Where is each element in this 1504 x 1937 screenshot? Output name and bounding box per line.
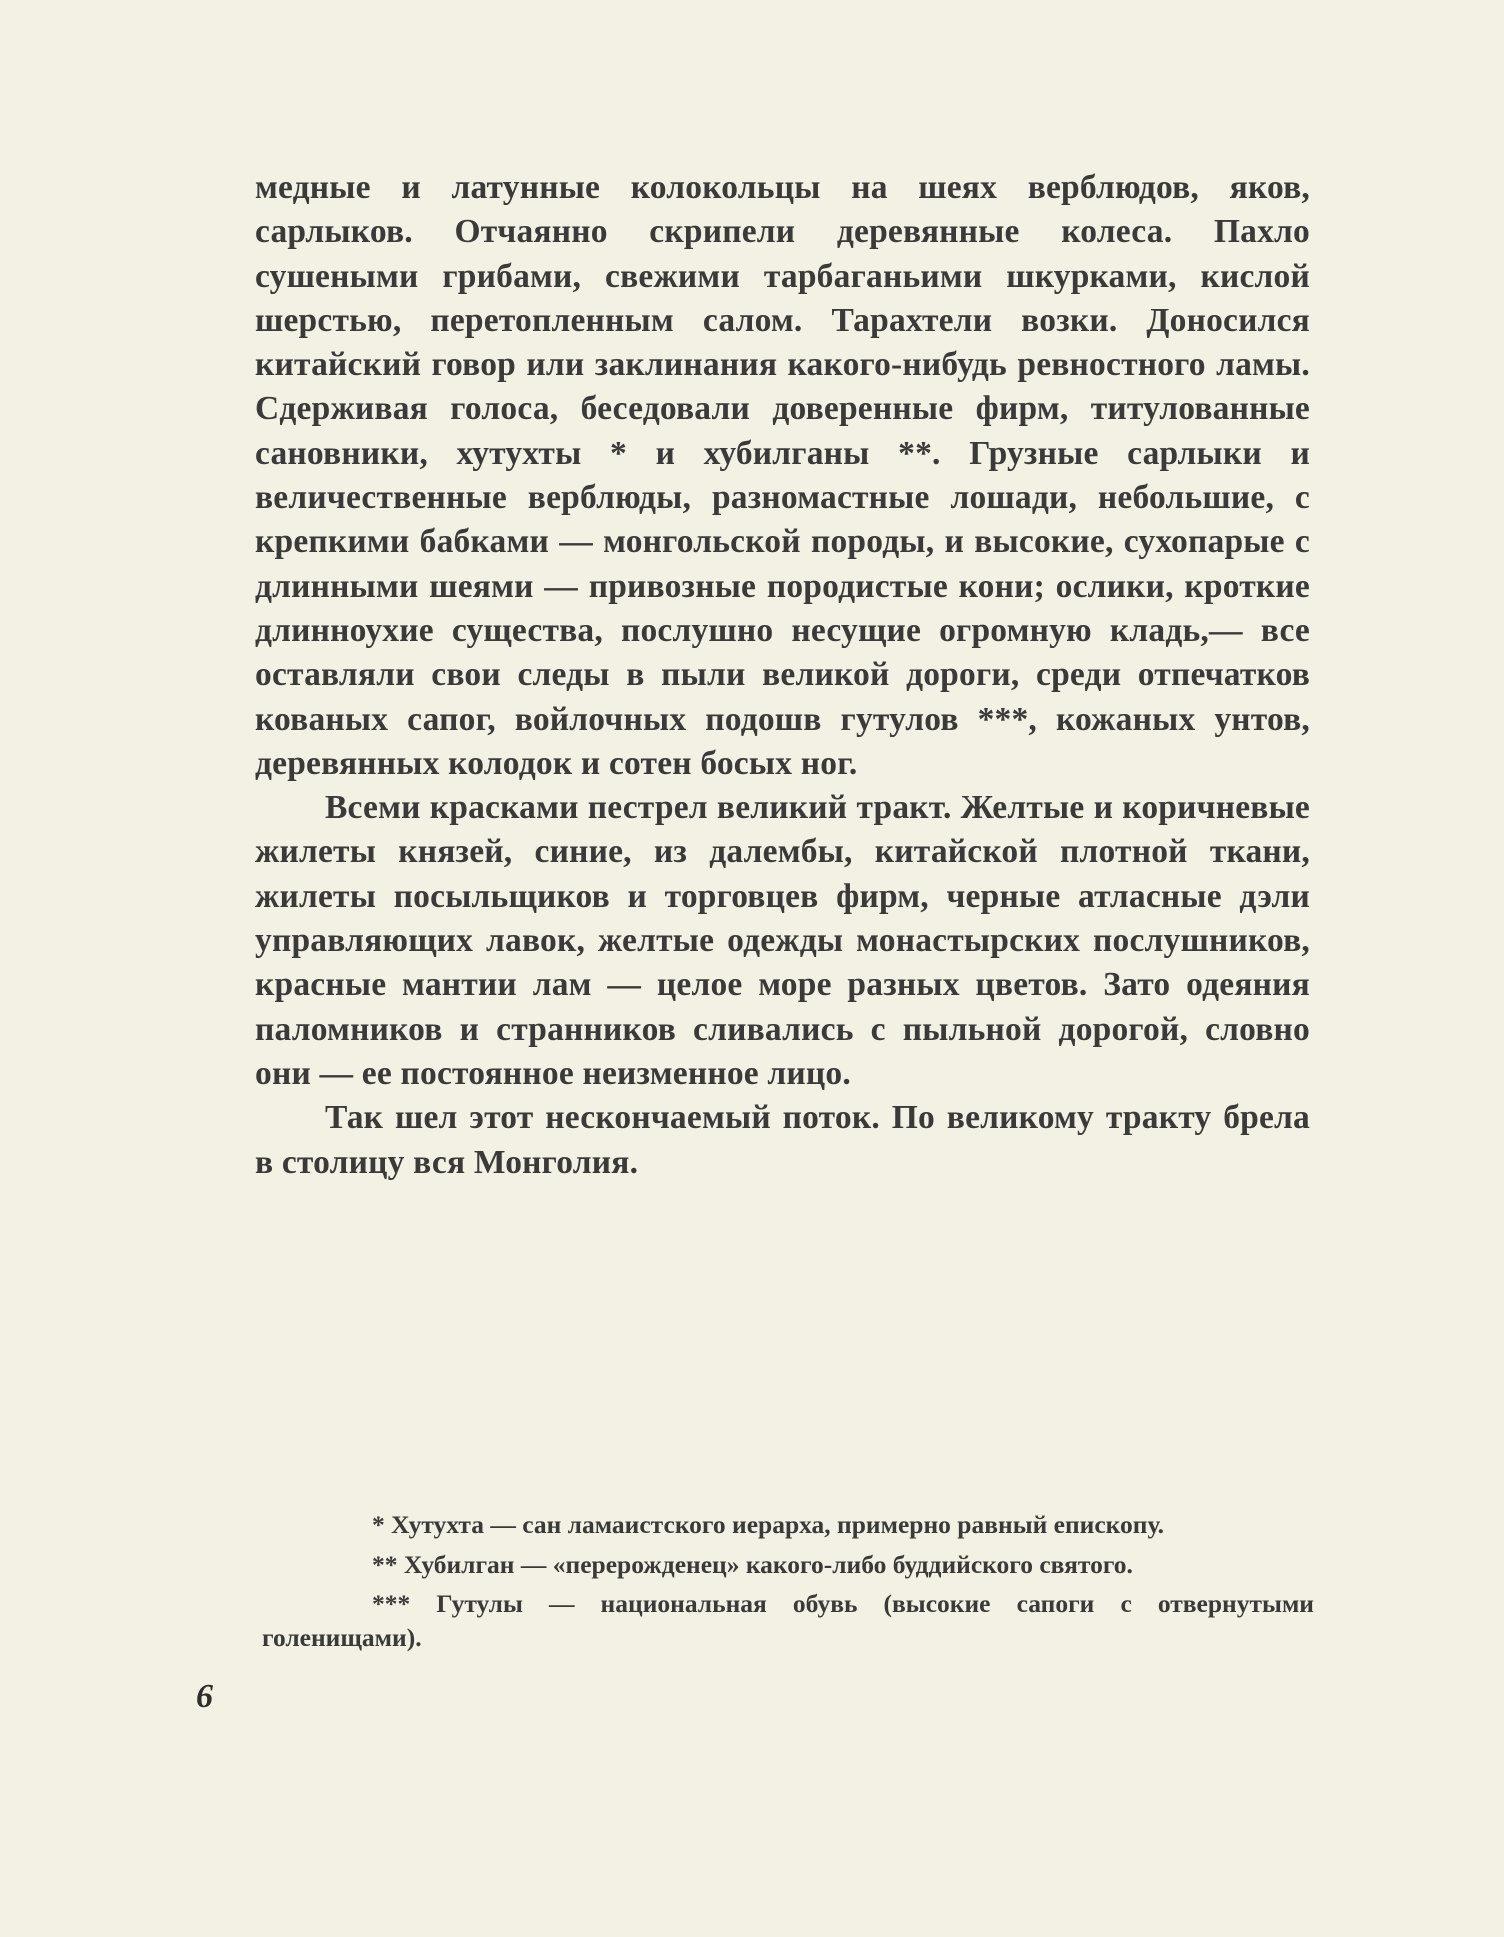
footnote-3: *** Гутулы — национальная обувь (высокие сапоги с отвернутыми голенищами). (262, 1589, 1314, 1652)
footnotes (262, 1508, 1314, 1660)
paragraph-3: Так шел этот нескончаемый поток. По великому тракту брела в столицу вся Монголия. (255, 1099, 1310, 1181)
footnote-2: ** Хубилган — «перерожденец» какого-либо буддийского святого. (372, 1549, 1133, 1579)
footnote-1: * Хутухта — сан ламаистского иерарха, примерно равный епископу. (372, 1510, 1165, 1539)
paragraph-2: Всеми красками пестрел великий тракт. Желтые и коричневые жилеты князей, синие, из далембы, китайской плотной ткани, жилеты посыльщиков и торговцев фирм, черные атласные дэли управляющих лавок, желтые одежды монастырских послушников, красные мантии лам — целое море разных цветов. Зато одеяния паломников и странников сливались с пыльной дорогой, словно они — ее постоянное неизменное лицо. (255, 789, 1310, 1092)
page-number: 6 (196, 1678, 213, 1715)
paragraph-1: медные и латунные колокольцы на шеях верблюдов, яков, сарлыков. Отчаянно скрипели деревянные колеса. Пахло сушеными грибами, свежими тарбаганьими шкурками, кислой шерстью, перетопленным салом. Тарахтели возки. Доносился китайский говор или заклинания какого-нибудь ревностного ламы. Сдерживая голоса, беседовали доверенные фирм, титулованные сановники, хутухты * и хубилганы **. Грузные сарлыки и величественные верблюды, разномастные лошади, небольшие, с крепкими бабками — монгольской породы, и высокие, сухопарые с длинными шеями — привозные породистые кони; ослики, кроткие длинноухие существа, послушно несущие огромную кладь,— все оставляли свои следы в пыли великой дороги, среди отпечатков кованых сапог, войлочных подошв гутулов ***, кожаных унтов, деревянных колодок и сотен босых ног. (255, 169, 1310, 782)
body-text (255, 166, 1310, 1185)
